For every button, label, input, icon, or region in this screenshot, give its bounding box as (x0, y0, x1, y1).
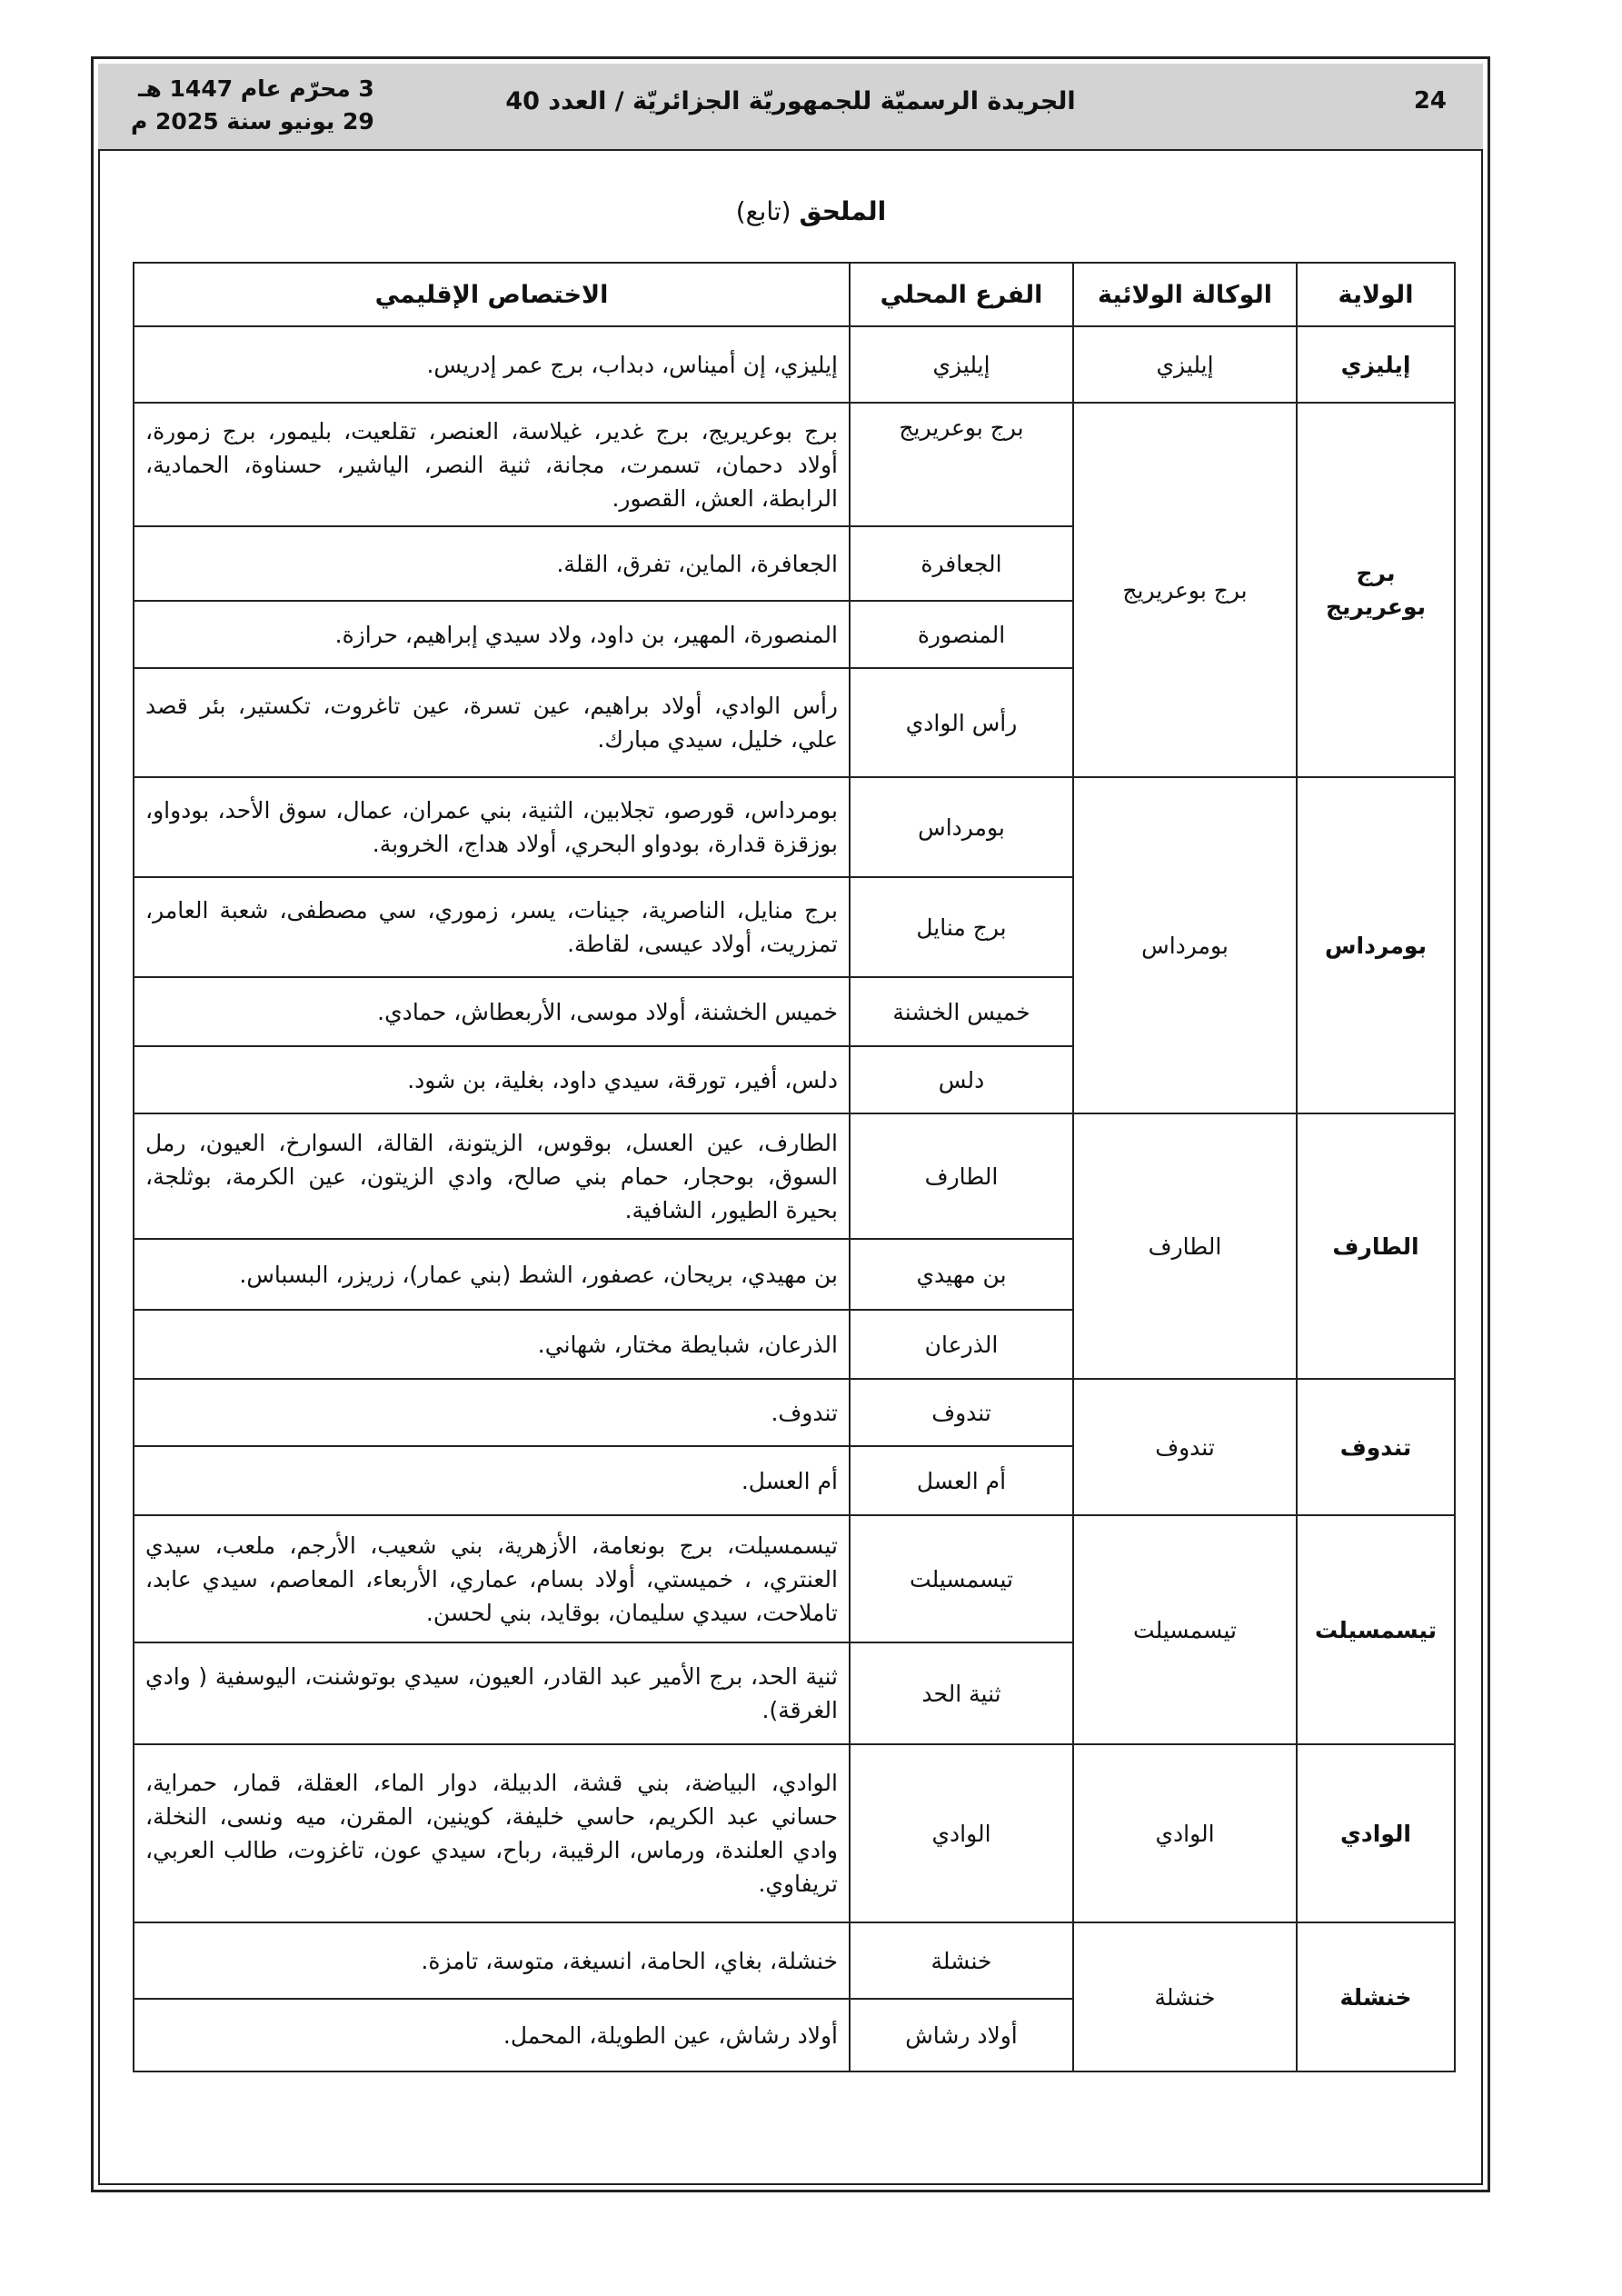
branch-cell: أولاد رشاش (850, 1999, 1073, 2071)
branch-cell: دلس (850, 1046, 1073, 1113)
branch-cell: الوادي (850, 1744, 1073, 1922)
branch-cell: بن مهيدي (850, 1239, 1073, 1310)
table-row (134, 326, 1455, 403)
table-header-row (134, 263, 1455, 326)
agency-cell: الوادي (1073, 1744, 1297, 1922)
date-gregorian: 29 يونيو سنة 2025 م (131, 108, 374, 135)
branch-cell: تيسمسيلت (850, 1515, 1073, 1642)
table-row (134, 1744, 1455, 1922)
agency-cell: تندوف (1073, 1379, 1297, 1515)
jurisdiction-cell: خميس الخشنة، أولاد موسى، الأربعطاش، حمادي. (134, 977, 850, 1046)
jurisdiction-cell: خنشلة، بغاي، الحامة، انسيغة، متوسة، تامزة. (134, 1922, 850, 1999)
branch-cell: المنصورة (850, 601, 1073, 668)
jurisdiction-cell: دلس، أفير، تورقة، سيدي داود، بغلية، بن شود. (134, 1046, 850, 1113)
jurisdiction-cell: أم العسل. (134, 1446, 850, 1515)
table-row (134, 1379, 1455, 1446)
annex-heading (0, 196, 1622, 226)
jurisdiction-cell: أولاد رشاش، عين الطويلة، المحمل. (134, 1999, 850, 2071)
agency-cell: الطارف (1073, 1113, 1297, 1379)
branch-cell: بومرداس (850, 777, 1073, 877)
col-header-agency: الوكالة الولائية (1073, 263, 1297, 326)
jurisdiction-cell: برج منايل، الناصرية، جينات، يسر، زموري، سي مصطفى، شعبة العامر، تمزريت، أولاد عيسى، لقاطة. (134, 877, 850, 977)
jurisdiction-cell: الطارف، عين العسل، بوقوس، الزيتونة، القالة، السوارخ، العيون، رمل السوق، بوحجار، حمام بني صالح، وادي الزيتون، عين الكرمة، بوثلجة، بحيرة الطيور، الشافية. (134, 1113, 850, 1239)
wilaya-cell: بومرداس (1297, 777, 1455, 1113)
wilaya-cell: الوادي (1297, 1744, 1455, 1922)
jurisdiction-cell: برج بوعريريج، برج غدير، غيلاسة، العنصر، تقلعيت، بليمور، برج زمورة، أولاد دحمان، تسمرت، مجانة، ثنية النصر، الياشير، حسناوة، الحمادية، الرابطة، العش، القصور. (134, 403, 850, 526)
branch-cell: خميس الخشنة (850, 977, 1073, 1046)
agency-cell: بومرداس (1073, 777, 1297, 1113)
wilaya-cell: الطارف (1297, 1113, 1455, 1379)
page-number: 24 (1413, 87, 1447, 115)
branch-cell: برج بوعريريج (850, 403, 1073, 526)
jurisdiction-cell: ثنية الحد، برج الأمير عبد القادر، العيون، سيدي بوتوشنت، اليوسفية ( وادي الغرقة). (134, 1642, 850, 1744)
jurisdiction-table (133, 262, 1456, 2072)
wilaya-cell: برج بوعريريج (1297, 403, 1455, 777)
branch-cell: رأس الوادي (850, 668, 1073, 777)
annex-note: (تابع) (735, 196, 791, 226)
table-row (134, 1922, 1455, 1999)
agency-cell: برج بوعريريج (1073, 403, 1297, 777)
branch-cell: أم العسل (850, 1446, 1073, 1515)
jurisdiction-cell: الذرعان، شبايطة مختار، شهاني. (134, 1310, 850, 1379)
table-row (134, 1113, 1455, 1239)
jurisdiction-cell: إيليزي، إن أميناس، دبداب، برج عمر إدريس. (134, 326, 850, 403)
page-header (98, 64, 1483, 151)
agency-cell: إيليزي (1073, 326, 1297, 403)
wilaya-cell: إيليزي (1297, 326, 1455, 403)
journal-title: الجريدة الرسميّة للجمهوريّة الجزائريّة / العدد 40 (505, 87, 1076, 115)
table-row (134, 777, 1455, 877)
jurisdiction-cell: الجعافرة، الماين، تفرق، القلة. (134, 526, 850, 601)
branch-cell: الجعافرة (850, 526, 1073, 601)
annex-title: الملحق (799, 196, 887, 226)
branch-cell: تندوف (850, 1379, 1073, 1446)
col-header-jurisdiction: الاختصاص الإقليمي (134, 263, 850, 326)
jurisdiction-cell: بن مهيدي، بريحان، عصفور، الشط (بني عمار)، زريزر، البسباس. (134, 1239, 850, 1310)
issue-date (131, 73, 374, 138)
branch-cell: الطارف (850, 1113, 1073, 1239)
date-hijri: 3 محرّم عام 1447 هـ (137, 75, 374, 102)
wilaya-cell: تندوف (1297, 1379, 1455, 1515)
jurisdiction-cell: الوادي، البياضة، بني قشة، الدبيلة، دوار الماء، العقلة، قمار، حمراية، حساني عبد الكريم، حاسي خليفة، كوينين، المقرن، ميه ونسى، النخلة، وادي العلندة، ورماس، الرقيبة، رباح، سيدي عون، تاغزوت، طالب العربي، تريفاوي. (134, 1744, 850, 1922)
branch-cell: الذرعان (850, 1310, 1073, 1379)
jurisdiction-cell: تندوف. (134, 1379, 850, 1446)
branch-cell: برج منايل (850, 877, 1073, 977)
jurisdiction-cell: رأس الوادي، أولاد براهيم، عين تسرة، عين تاغروت، تكستير، بئر قصد علي، خليل، سيدي مبارك. (134, 668, 850, 777)
jurisdiction-cell: بومرداس، قورصو، تجلابين، الثنية، بني عمران، عمال، سوق الأحد، بودواو، بوزقزة قدارة، بودواو البحري، أولاد هداج، الخروبة. (134, 777, 850, 877)
wilaya-cell: خنشلة (1297, 1922, 1455, 2071)
wilaya-cell: تيسمسيلت (1297, 1515, 1455, 1744)
table-row (134, 403, 1455, 526)
branch-cell: خنشلة (850, 1922, 1073, 1999)
jurisdiction-cell: تيسمسيلت، برج بونعامة، الأزهرية، بني شعيب، الأرجم، ملعب، سيدي العنتري، ، خميستي، أولاد بسام، عماري، الأربعاء، المعاصم، سيدي عابد، تاملاحت، سيدي سليمان، بوقايد، بني لحسن. (134, 1515, 850, 1642)
jurisdiction-cell: المنصورة، المهير، بن داود، ولاد سيدي إبراهيم، حرازة. (134, 601, 850, 668)
branch-cell: إيليزي (850, 326, 1073, 403)
table-row (134, 1515, 1455, 1642)
col-header-branch: الفرع المحلي (850, 263, 1073, 326)
branch-cell: ثنية الحد (850, 1642, 1073, 1744)
col-header-wilaya: الولاية (1297, 263, 1455, 326)
agency-cell: تيسمسيلت (1073, 1515, 1297, 1744)
agency-cell: خنشلة (1073, 1922, 1297, 2071)
